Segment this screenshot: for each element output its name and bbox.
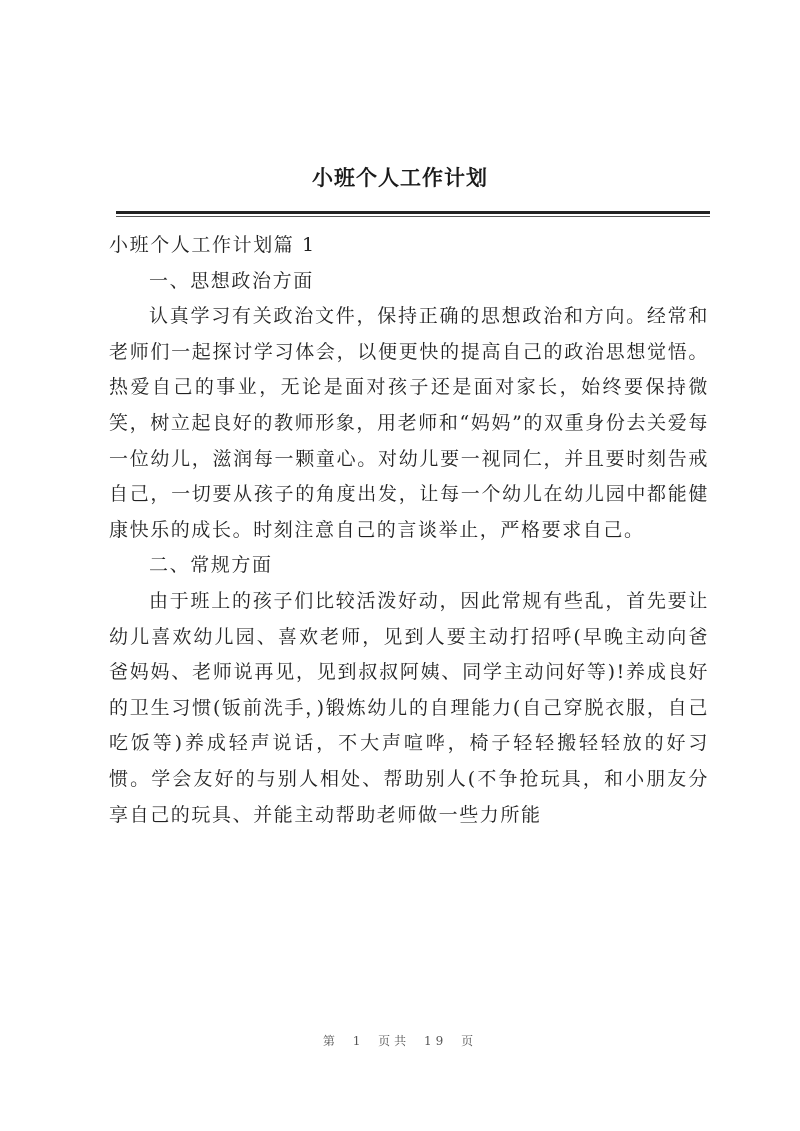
section-title-politics: 一、思想政治方面 [149,269,314,292]
page-number: 第 1 页共 19 页 [322,1034,478,1048]
document-title: 小班个人工作计划 [312,166,488,190]
document-body [109,228,709,833]
section-body-routine: 由于班上的孩子们比较活泼好动，因此常规有些乱，首先要让幼儿喜欢幼儿园、喜欢老师，见到人要主动打招呼(早晚主动向爸爸妈妈、老师说再见，见到叔叔阿姨、同学主动问好等)!养成良好的卫生习惯(钣前洗手，)锻炼幼儿的自理能力(自己穿脱衣服，自己吃饭等)养成轻声说话，不大声喧哗，椅子轻轻搬轻轻放的好习惯。学会友好的与别人相处、帮助别人(不争抢玩具，和小朋友分享自己的玩具、并能主动帮助老师做一些力所能 [109,589,709,826]
section-body-politics: 认真学习有关政治文件，保持正确的思想政治和方向。经常和老师们一起探讨学习体会，以便更快的提高自己的政治思想觉悟。热爱自己的事业，无论是面对孩子还是面对家长，始终要保持微笑，树立起良好的教师形象，用老师和“妈妈”的双重身份去关爱每一位幼儿，滋润每一颗童心。对幼儿要一视同仁，并且要时刻告戒自己，一切要从孩子的角度出发，让每一个幼儿在幼儿园中都能健康快乐的成长。时刻注意自己的言谈举止，严格要求自己。 [109,305,709,541]
section-title-routine: 二、常规方面 [149,554,273,577]
title-divider-thick [116,211,710,214]
title-divider-thin [116,216,710,217]
document-heading: 小班个人工作计划篇 1 [109,234,316,256]
